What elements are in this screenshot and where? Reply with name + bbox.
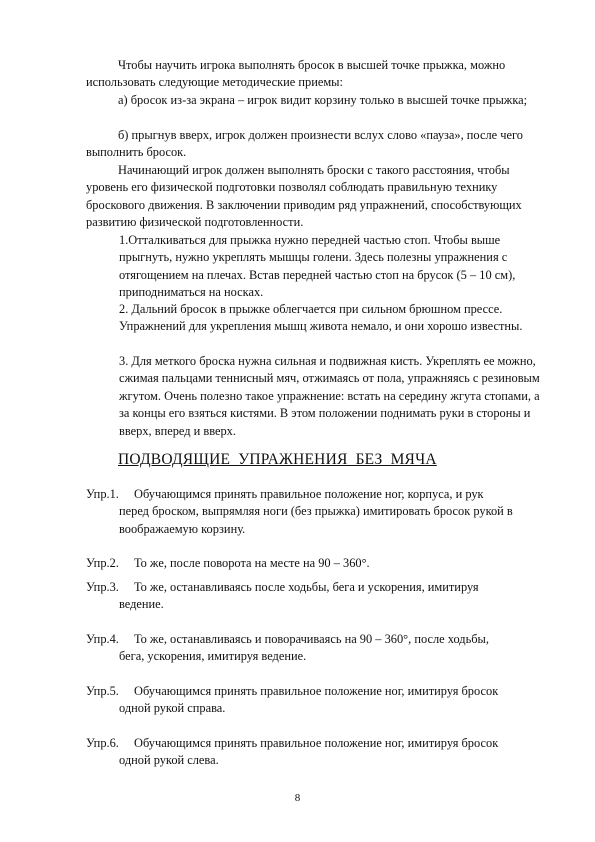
intro-paragraph: Чтобы научить игрока выполнять бросок в высшей точке прыжка, можно использовать следующие методические приемы: [86, 58, 506, 90]
exercise-list-item: 3. Для меткого броска нужна сильная и подвижная кисть. Укреплять ее можно, сжимая пальцами теннисный мяч, отжимаясь от пола, упражняясь с резиновым жгутом. Очень полезно такое упражнение: встать на середину жгута стопами, а за концы его взяться кистями. В этом положении поднимать руки в стороны и вверх, вперед и вверх. [119, 354, 540, 438]
method-item-a: а) бросок из-за экрана – игрок видит корзину только в высшей точке прыжка; [118, 93, 528, 107]
exercise-text-continued: перед броском, выпрямляя ноги (без прыжка) имитировать бросок рукой в воображаемую корзину. [119, 504, 513, 536]
exercise-text: Обучающимся принять правильное положение ног, корпуса, и рук [134, 487, 484, 501]
exercise-list-item: 2. Дальний бросок в прыжке облегчается при сильном брюшном прессе. Упражнений для укрепления мышц живота немало, и они хорошо известны. [119, 302, 523, 334]
beginner-paragraph: Начинающий игрок должен выполнять броски с такого расстояния, чтобы уровень его физической подготовки позволял соблюдать правильную технику броскового движения. В заключении приводим ряд упражнений, способствующих развитию физической подготовленности. [86, 163, 522, 230]
exercise-item [86, 683, 546, 718]
exercise-list-item: 1.Отталкиваться для прыжка нужно передней частью стоп. Чтобы выше прыгнуть, нужно укреплять мышцы голени. Здесь полезны упражнения с отягощением на плечах. Встав передней частью стоп на брусок (5 – 10 см), приподниматься на носках. [119, 233, 516, 300]
exercise-text: Обучающимся принять правильное положение ног, имитируя бросок [134, 736, 499, 750]
exercise-text-continued: одной рукой слева. [119, 753, 219, 768]
method-item-b: б) прыгнув вверх, игрок должен произнести вслух слово «пауза», после чего выполнить бросок. [86, 128, 523, 160]
exercise-label: Упр.5. [86, 684, 119, 698]
exercise-text-continued: бега, ускорения, имитируя ведение. [119, 649, 307, 664]
exercise-text-continued: ведение. [119, 597, 164, 612]
exercise-label: Упр.4. [86, 632, 119, 646]
exercise-text: Обучающимся принять правильное положение ног, имитируя бросок [134, 684, 499, 698]
exercise-item [86, 579, 546, 614]
exercise-item [86, 486, 546, 538]
exercise-text: То же, после поворота на месте на 90 – 360°. [134, 556, 370, 570]
exercise-label: Упр.6. [86, 736, 119, 750]
section-heading: ПОДВОДЯЩИЕ УПРАЖНЕНИЯ БЕЗ МЯЧА [118, 451, 437, 468]
exercise-item [86, 555, 546, 572]
exercise-text: То же, останавливаясь после ходьбы, бега и ускорения, имитируя [134, 580, 479, 594]
exercise-label: Упр.1. [86, 487, 119, 501]
exercise-label: Упр.3. [86, 580, 119, 594]
exercise-text-continued: одной рукой справа. [119, 701, 226, 716]
exercise-item [86, 735, 546, 770]
exercise-text: То же, останавливаясь и поворачиваясь на 90 – 360°, после ходьбы, [134, 632, 489, 646]
exercise-item [86, 631, 546, 666]
exercise-label: Упр.2. [86, 556, 119, 570]
page-number: 8 [294, 792, 301, 804]
